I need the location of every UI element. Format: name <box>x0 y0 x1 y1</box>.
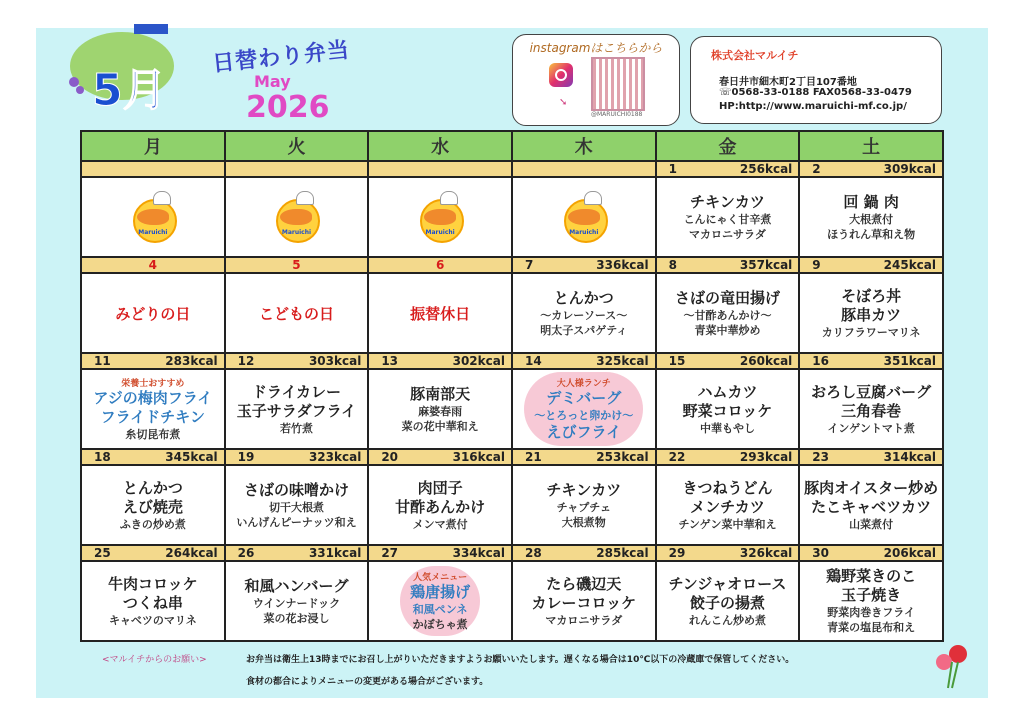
arrow-icon: ➘ <box>559 97 568 108</box>
date-number: 27 <box>381 546 399 560</box>
side-dish: インゲントマト煮 <box>827 421 915 435</box>
calorie-value: 357kcal <box>739 258 793 272</box>
date-number: 16 <box>812 354 829 368</box>
chef-hat-icon <box>584 191 602 205</box>
menu-cell <box>512 465 656 545</box>
date-cell <box>799 257 943 273</box>
menu-row <box>81 273 943 353</box>
menu-cell <box>512 561 656 641</box>
menu-cell <box>368 561 512 641</box>
company-info-box <box>690 36 942 124</box>
main-dish-2: 豚串カツ <box>841 305 902 324</box>
chef-hat-icon <box>296 191 314 205</box>
maruichi-logo-icon <box>125 187 181 243</box>
menu-cell <box>512 177 656 257</box>
date-cell <box>81 257 225 273</box>
menu-cell <box>799 465 943 545</box>
date-cell <box>225 257 369 273</box>
main-dish: きつねうどん <box>682 478 773 497</box>
main-dish: 鶏野菜きのこ <box>826 567 917 585</box>
main-dish: ドライカレー <box>251 382 342 401</box>
date-cell <box>656 353 800 369</box>
main-dish-2: 甘酢あんかけ <box>395 497 486 516</box>
date-number: 7 <box>524 258 534 272</box>
menu-cell <box>225 465 369 545</box>
logo-caption: Maruichi <box>569 229 599 236</box>
menu-calendar <box>80 130 944 642</box>
side-dish: かぼちゃ煮 <box>412 618 468 631</box>
side-dish: ふきの炒め煮 <box>119 517 186 531</box>
menu-cell <box>368 369 512 449</box>
main-dish: 豚肉オイスター炒め <box>804 478 939 497</box>
side-dish: 菜の花中華和え <box>401 419 479 433</box>
calorie-value: 336kcal <box>596 258 649 272</box>
recommend-tag: 人気メニュー <box>413 573 468 583</box>
main-dish: さばの竜田揚げ <box>674 288 780 307</box>
holiday-label: こどもの日 <box>258 304 334 323</box>
date-cell <box>512 353 656 369</box>
menu-cell <box>656 465 800 545</box>
date-number: 11 <box>94 354 111 368</box>
date-cell <box>368 257 512 273</box>
date-cell <box>512 257 656 273</box>
date-number: 8 <box>668 258 677 272</box>
main-dish: とんかつ <box>553 288 614 307</box>
calorie-value: 285kcal <box>596 546 649 560</box>
menu-cell <box>656 561 800 641</box>
main-dish: 鶏唐揚げ <box>410 583 471 601</box>
calorie-value: 351kcal <box>883 354 936 368</box>
date-number: 25 <box>94 546 111 560</box>
side-dish: れんこん炒め煮 <box>688 613 766 627</box>
date-number: 21 <box>524 450 542 464</box>
date-row <box>81 257 943 273</box>
weekday-header: 土 <box>799 131 943 161</box>
main-dish-2: 三角春巻 <box>841 401 902 420</box>
side-dish: マカロニサラダ <box>689 227 766 241</box>
date-cell <box>225 353 369 369</box>
calorie-value: 314kcal <box>883 450 936 464</box>
date-number: 5 <box>292 258 301 272</box>
date-number: 1 <box>668 162 677 176</box>
menu-cell <box>225 369 369 449</box>
year-label: 2026 <box>246 90 330 125</box>
menu-cell <box>799 369 943 449</box>
menu-row <box>81 177 943 257</box>
iris-flower-icon <box>69 77 79 87</box>
date-number: 15 <box>668 354 686 368</box>
qr-caption: @MARUICHI0188 <box>591 111 643 118</box>
date-number: 6 <box>435 258 445 272</box>
side-dish: こんにゃく甘辛煮 <box>683 212 772 226</box>
weekday-header-row <box>81 131 943 161</box>
menu-cell <box>368 273 512 353</box>
menu-cell <box>225 177 369 257</box>
side-dish: マカロニサラダ <box>545 613 623 627</box>
main-dish-2: たこキャベツカツ <box>811 497 932 516</box>
main-dish: チンジャオロース <box>668 574 787 593</box>
date-row <box>81 545 943 561</box>
calorie-value: 253kcal <box>596 450 649 464</box>
calorie-value: 283kcal <box>165 354 218 368</box>
date-cell <box>81 545 225 561</box>
weekday-header: 月 <box>81 131 225 161</box>
calorie-value: 334kcal <box>452 546 505 560</box>
chef-hat-icon <box>440 191 458 205</box>
side-dish-accent: ～とろっと卵かけ～ <box>534 409 634 422</box>
main-dish: ハムカツ <box>697 382 758 401</box>
calorie-value: 309kcal <box>883 162 936 176</box>
instagram-box <box>512 34 680 126</box>
main-dish: チキンカツ <box>690 192 765 211</box>
logo-caption: Maruichi <box>138 229 168 236</box>
side-dish: 明太子スパゲティ <box>540 323 628 337</box>
date-cell <box>368 353 512 369</box>
month-label: 5月 <box>92 65 167 116</box>
date-number: 22 <box>668 450 686 464</box>
main-dish-2: 玉子サラダフライ <box>236 401 357 420</box>
weekday-header: 水 <box>368 131 512 161</box>
side-dish: 麻婆春雨 <box>418 404 463 418</box>
date-number: 14 <box>524 354 542 368</box>
heart-highlight <box>400 566 480 636</box>
month-english: May <box>254 72 291 91</box>
footer-line-hygiene: お弁当は衛生上13時までにお召し上がりいただきますようお願いいたします。遅くなる場合は10℃以下の冷蔵庫で保管してください。 <box>246 655 795 665</box>
calorie-value: 302kcal <box>452 354 505 368</box>
date-cell <box>656 449 800 465</box>
date-cell <box>656 161 800 177</box>
date-cell <box>368 161 512 177</box>
menu-cell <box>656 177 800 257</box>
menu-cell <box>656 273 800 353</box>
calorie-value: 345kcal <box>165 450 218 464</box>
date-number: 23 <box>812 450 829 464</box>
date-cell <box>656 545 800 561</box>
request-label: <マルイチからのお願い> <box>102 655 207 665</box>
maruichi-logo-icon <box>412 187 468 243</box>
weekday-header: 火 <box>225 131 369 161</box>
side-dish: 菜の花お浸し <box>263 611 330 625</box>
date-cell <box>799 545 943 561</box>
date-number: 18 <box>94 450 111 464</box>
main-dish-2: カレーコロッケ <box>531 593 637 612</box>
date-number: 26 <box>237 546 255 560</box>
main-dish: 牛肉コロッケ <box>107 574 198 593</box>
menu-cell <box>225 561 369 641</box>
main-dish-2: フライドチキン <box>100 408 206 426</box>
calorie-value: 245kcal <box>883 258 936 272</box>
date-cell <box>799 449 943 465</box>
logo-caption: Maruichi <box>425 229 455 236</box>
calorie-value: 325kcal <box>596 354 649 368</box>
menu-row <box>81 369 943 449</box>
company-name: 株式会社マルイチ <box>711 49 799 62</box>
date-number: 29 <box>668 546 686 560</box>
date-number: 30 <box>812 546 829 560</box>
maruichi-logo-icon <box>556 187 612 243</box>
side-dish: 糸切昆布煮 <box>125 428 181 441</box>
menu-cell <box>81 177 225 257</box>
date-number: 12 <box>237 354 255 368</box>
date-cell <box>512 449 656 465</box>
company-address: 春日井市細木町2丁目107番地 <box>719 77 857 88</box>
main-dish: 回 鍋 肉 <box>843 192 899 211</box>
main-dish-2: 玉子焼き <box>841 586 902 604</box>
instagram-label: instagramはこちらから <box>529 41 663 55</box>
side-dish: ほうれん草和え物 <box>827 227 916 241</box>
recommend-tag: 栄養士おすすめ <box>121 379 185 389</box>
calorie-value: 206kcal <box>883 546 936 560</box>
weekday-header: 金 <box>656 131 800 161</box>
qr-code-icon[interactable] <box>591 57 645 111</box>
date-number: 9 <box>812 258 821 272</box>
side-dish: カリフラワーマリネ <box>821 325 921 339</box>
weekday-header: 木 <box>512 131 656 161</box>
date-cell <box>368 449 512 465</box>
main-dish: そぼろ丼 <box>841 286 902 305</box>
main-dish: 和風ハンバーグ <box>244 576 349 595</box>
side-dish: キャベツのマリネ <box>108 613 197 627</box>
calorie-value: 260kcal <box>739 354 793 368</box>
calorie-value: 323kcal <box>308 450 362 464</box>
main-dish: さばの味噌かけ <box>243 480 349 499</box>
menu-row <box>81 561 943 641</box>
main-dish-2: つくね串 <box>122 593 183 612</box>
main-dish: とんかつ <box>122 478 183 497</box>
calorie-value: 326kcal <box>739 546 793 560</box>
menu-title: 日替わり弁当 <box>211 37 352 78</box>
company-website[interactable]: HP:http://www.maruichi-mf.co.jp/ <box>719 101 907 112</box>
calorie-value: 303kcal <box>308 354 362 368</box>
date-cell <box>656 257 800 273</box>
date-row <box>81 161 943 177</box>
date-cell <box>81 449 225 465</box>
menu-cell <box>656 369 800 449</box>
recommend-tag: 大人様ランチ <box>556 379 611 389</box>
calorie-value: 316kcal <box>452 450 505 464</box>
maruichi-logo-icon <box>268 187 324 243</box>
side-dish: 中華もやし <box>699 421 755 435</box>
menu-cell <box>799 561 943 641</box>
date-number: 28 <box>524 546 542 560</box>
side-dish: 山菜煮付 <box>849 517 894 531</box>
main-dish: おろし豆腐バーグ <box>811 382 932 401</box>
instagram-icon[interactable] <box>549 63 573 87</box>
menu-cell <box>512 273 656 353</box>
date-number: 20 <box>381 450 399 464</box>
main-dish-2: えび焼売 <box>122 497 183 516</box>
menu-cell <box>512 369 656 449</box>
menu-row <box>81 465 943 545</box>
side-dish: チンゲン菜中華和え <box>678 517 777 531</box>
side-dish: 大根煮物 <box>561 515 606 529</box>
menu-cell <box>81 465 225 545</box>
heart-highlight <box>524 372 643 446</box>
main-dish-2: 野菜コロッケ <box>682 401 773 420</box>
date-cell <box>225 545 369 561</box>
side-dish: 青菜中華炒め <box>694 323 761 337</box>
calorie-value: 264kcal <box>165 546 218 560</box>
date-number: 4 <box>148 258 157 272</box>
menu-cell <box>799 273 943 353</box>
holiday-label: みどりの日 <box>115 304 191 323</box>
fish-icon <box>568 209 600 225</box>
main-dish: チキンカツ <box>546 480 622 499</box>
date-cell <box>81 353 225 369</box>
side-dish: ～カレーソース～ <box>540 308 628 322</box>
date-cell <box>368 545 512 561</box>
menu-cell <box>225 273 369 353</box>
side-dish: 若竹煮 <box>279 421 313 435</box>
calorie-value: 293kcal <box>739 450 793 464</box>
side-dish: ～甘酢あんかけ～ <box>683 308 772 322</box>
side-dish: ウインナードック <box>252 596 341 610</box>
calorie-value: 256kcal <box>739 162 793 176</box>
side-dish: 野菜肉巻きフライ <box>827 606 915 619</box>
date-number: 2 <box>812 162 821 176</box>
main-dish-2: メンチカツ <box>690 497 765 516</box>
date-row <box>81 353 943 369</box>
main-dish: 肉団子 <box>417 478 463 497</box>
side-dish: 切干大根煮 <box>268 500 324 514</box>
holiday-label: 振替休日 <box>410 304 471 323</box>
menu-cell <box>81 369 225 449</box>
date-number: 13 <box>381 354 399 368</box>
menu-cell <box>799 177 943 257</box>
main-dish: たら磯辺天 <box>546 574 622 593</box>
carnation-icon <box>928 640 978 690</box>
main-dish: デミバーグ <box>546 389 622 407</box>
side-dish: チャプチェ <box>556 500 611 514</box>
footer-line-menu-change: 食材の都合によりメニューの変更がある場合がございます。 <box>246 677 489 687</box>
fish-icon <box>280 209 312 225</box>
side-dish: いんげんピーナッツ和え <box>236 515 357 529</box>
date-cell <box>225 449 369 465</box>
chef-hat-icon <box>153 191 171 205</box>
carp-streamer-icon <box>134 24 168 34</box>
side-dish: メンマ煮付 <box>412 517 468 531</box>
menu-cell <box>368 177 512 257</box>
menu-cell <box>81 273 225 353</box>
date-cell <box>512 161 656 177</box>
company-phone: ☏0568-33-0188 FAX0568-33-0479 <box>719 87 912 98</box>
main-dish-2: 餃子の揚煮 <box>689 593 765 612</box>
fish-icon <box>137 209 169 225</box>
date-cell <box>225 161 369 177</box>
menu-cell <box>368 465 512 545</box>
side-dish-accent: 和風ペンネ <box>412 603 468 616</box>
date-cell <box>799 353 943 369</box>
date-row <box>81 449 943 465</box>
fish-icon <box>424 209 456 225</box>
date-cell <box>81 161 225 177</box>
main-dish: 豚南部天 <box>410 384 471 403</box>
date-cell <box>512 545 656 561</box>
date-number: 19 <box>237 450 255 464</box>
date-cell <box>799 161 943 177</box>
main-dish: アジの梅肉フライ <box>93 389 213 407</box>
calorie-value: 331kcal <box>308 546 362 560</box>
logo-caption: Maruichi <box>281 229 312 236</box>
menu-cell <box>81 561 225 641</box>
side-dish: 青菜の塩昆布和え <box>827 621 916 634</box>
side-dish: 大根煮付 <box>849 212 894 226</box>
main-dish-2: えびフライ <box>546 423 622 441</box>
